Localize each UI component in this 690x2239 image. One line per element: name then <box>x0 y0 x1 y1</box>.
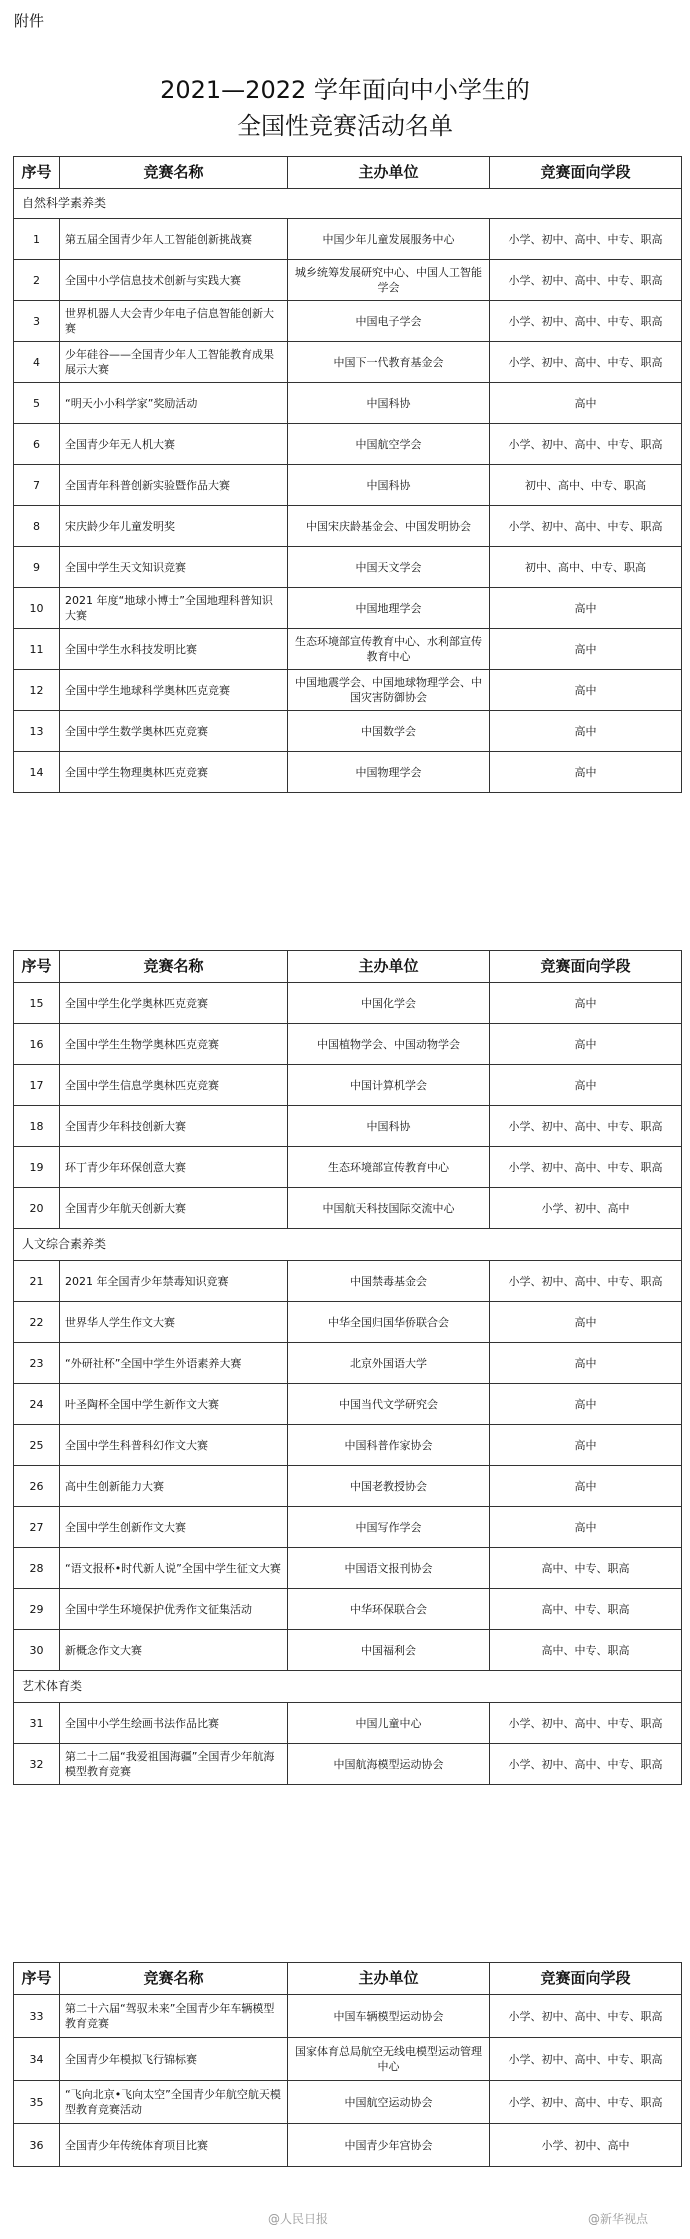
organizer-name: 中国化学会 <box>288 983 490 1024</box>
table-row <box>14 1065 682 1106</box>
row-number: 3 <box>14 301 60 342</box>
competition-name: 2021 年度“地球小博士”全国地理科普知识大赛 <box>60 588 288 629</box>
competition-name: 全国中小学生绘画书法作品比赛 <box>60 1703 288 1744</box>
school-stage: 高中 <box>490 1065 682 1106</box>
row-number: 9 <box>14 547 60 588</box>
competition-name: 第二十六届“驾驭未来”全国青少年车辆模型教育竞赛 <box>60 1995 288 2038</box>
school-stage: 小学、初中、高中、中专、职高 <box>490 301 682 342</box>
row-number: 16 <box>14 1024 60 1065</box>
organizer-name: 中国数学会 <box>288 711 490 752</box>
organizer-name: 中国福利会 <box>288 1630 490 1671</box>
row-number: 28 <box>14 1548 60 1589</box>
organizer-name: 中国车辆模型运动协会 <box>288 1995 490 2038</box>
organizer-name: 中国航空学会 <box>288 424 490 465</box>
organizer-name: 中国航天科技国际交流中心 <box>288 1188 490 1229</box>
table-row <box>14 983 682 1024</box>
competition-name: 少年硅谷——全国青少年人工智能教育成果展示大赛 <box>60 342 288 383</box>
row-number: 35 <box>14 2081 60 2124</box>
table-row <box>14 1995 682 2038</box>
table-row <box>14 219 682 260</box>
row-number: 33 <box>14 1995 60 2038</box>
organizer-name: 中国写作学会 <box>288 1507 490 1548</box>
school-stage: 小学、初中、高中、中专、职高 <box>490 424 682 465</box>
school-stage: 高中 <box>490 1302 682 1343</box>
competition-name: 全国中小学信息技术创新与实践大赛 <box>60 260 288 301</box>
organizer-name: 中国儿童中心 <box>288 1703 490 1744</box>
row-number: 34 <box>14 2038 60 2081</box>
row-number: 10 <box>14 588 60 629</box>
organizer-name: 中国地理学会 <box>288 588 490 629</box>
organizer-name: 中国少年儿童发展服务中心 <box>288 219 490 260</box>
organizer-name: 中国物理学会 <box>288 752 490 793</box>
school-stage: 高中 <box>490 752 682 793</box>
table-row <box>14 1384 682 1425</box>
school-stage: 小学、初中、高中、中专、职高 <box>490 342 682 383</box>
competition-name: 全国中学生信息学奥林匹克竞赛 <box>60 1065 288 1106</box>
header-stage: 竞赛面向学段 <box>490 1963 682 1995</box>
organizer-name: 中国电子学会 <box>288 301 490 342</box>
watermark-right: @新华视点 <box>588 2212 649 2226</box>
row-number: 26 <box>14 1466 60 1507</box>
organizer-name: 中国语文报刊协会 <box>288 1548 490 1589</box>
header-organizer: 主办单位 <box>288 157 490 189</box>
competition-name: “外研社杯”全国中学生外语素养大赛 <box>60 1343 288 1384</box>
row-number: 7 <box>14 465 60 506</box>
competition-name: 全国中学生数学奥林匹克竞赛 <box>60 711 288 752</box>
row-number: 29 <box>14 1589 60 1630</box>
school-stage: 小学、初中、高中、中专、职高 <box>490 2081 682 2124</box>
table-row <box>14 1630 682 1671</box>
competition-name: 全国中学生水科技发明比赛 <box>60 629 288 670</box>
organizer-name: 中国航海模型运动协会 <box>288 1744 490 1785</box>
organizer-name: 国家体育总局航空无线电模型运动管理中心 <box>288 2038 490 2081</box>
school-stage: 小学、初中、高中、中专、职高 <box>490 1744 682 1785</box>
organizer-name: 生态环境部宣传教育中心 <box>288 1147 490 1188</box>
table-row <box>14 1106 682 1147</box>
competition-name: 全国青少年航天创新大赛 <box>60 1188 288 1229</box>
school-stage: 小学、初中、高中 <box>490 2124 682 2167</box>
organizer-name: 中华环保联合会 <box>288 1589 490 1630</box>
school-stage: 小学、初中、高中、中专、职高 <box>490 2038 682 2081</box>
organizer-name: 中国下一代教育基金会 <box>288 342 490 383</box>
table-header-row <box>14 951 682 983</box>
table-row <box>14 1507 682 1548</box>
school-stage: 小学、初中、高中、中专、职高 <box>490 506 682 547</box>
row-number: 30 <box>14 1630 60 1671</box>
organizer-name: 中国天文学会 <box>288 547 490 588</box>
competition-name: 全国中学生环境保护优秀作文征集活动 <box>60 1589 288 1630</box>
row-number: 19 <box>14 1147 60 1188</box>
school-stage: 高中、中专、职高 <box>490 1548 682 1589</box>
header-stage: 竞赛面向学段 <box>490 951 682 983</box>
header-stage: 竞赛面向学段 <box>490 157 682 189</box>
table-row <box>14 465 682 506</box>
competition-name: 高中生创新能力大赛 <box>60 1466 288 1507</box>
category-humanities: 人文综合素养类 <box>14 1229 682 1261</box>
competition-table-part-3 <box>13 1962 682 2167</box>
table-row <box>14 424 682 465</box>
organizer-name: 中国科协 <box>288 1106 490 1147</box>
organizer-name: 中华全国归国华侨联合会 <box>288 1302 490 1343</box>
title-line-1: 2021—2022 学年面向中小学生的 <box>160 76 530 104</box>
row-number: 32 <box>14 1744 60 1785</box>
table-row <box>14 2038 682 2081</box>
table-row <box>14 588 682 629</box>
table-row <box>14 1024 682 1065</box>
organizer-name: 中国航空运动协会 <box>288 2081 490 2124</box>
school-stage: 高中、中专、职高 <box>490 1589 682 1630</box>
table-row <box>14 301 682 342</box>
row-number: 18 <box>14 1106 60 1147</box>
school-stage: 高中 <box>490 1384 682 1425</box>
header-organizer: 主办单位 <box>288 951 490 983</box>
row-number: 5 <box>14 383 60 424</box>
school-stage: 高中 <box>490 383 682 424</box>
school-stage: 小学、初中、高中、中专、职高 <box>490 260 682 301</box>
competition-name: 世界华人学生作文大赛 <box>60 1302 288 1343</box>
category-row <box>14 1229 682 1261</box>
school-stage: 初中、高中、中专、职高 <box>490 465 682 506</box>
competition-name: “语文报杯•时代新人说”全国中学生征文大赛 <box>60 1548 288 1589</box>
school-stage: 高中 <box>490 711 682 752</box>
organizer-name: 中国科普作家协会 <box>288 1425 490 1466</box>
organizer-name: 生态环境部宣传教育中心、水利部宣传教育中心 <box>288 629 490 670</box>
row-number: 15 <box>14 983 60 1024</box>
table-row <box>14 1343 682 1384</box>
competition-name: 全国青年科普创新实验暨作品大赛 <box>60 465 288 506</box>
row-number: 4 <box>14 342 60 383</box>
competition-table-part-2 <box>13 950 682 1785</box>
school-stage: 高中 <box>490 983 682 1024</box>
competition-name: 新概念作文大赛 <box>60 1630 288 1671</box>
table-row <box>14 342 682 383</box>
organizer-name: 中国科协 <box>288 383 490 424</box>
header-name: 竞赛名称 <box>60 951 288 983</box>
organizer-name: 中国计算机学会 <box>288 1065 490 1106</box>
table-row <box>14 506 682 547</box>
header-no: 序号 <box>14 1963 60 1995</box>
table-row <box>14 2124 682 2167</box>
row-number: 13 <box>14 711 60 752</box>
row-number: 31 <box>14 1703 60 1744</box>
row-number: 36 <box>14 2124 60 2167</box>
school-stage: 高中 <box>490 1507 682 1548</box>
category-arts-sports: 艺术体育类 <box>14 1671 682 1703</box>
row-number: 24 <box>14 1384 60 1425</box>
row-number: 1 <box>14 219 60 260</box>
competition-name: 宋庆龄少年儿童发明奖 <box>60 506 288 547</box>
table-row <box>14 1589 682 1630</box>
header-no: 序号 <box>14 157 60 189</box>
row-number: 14 <box>14 752 60 793</box>
school-stage: 高中 <box>490 1343 682 1384</box>
competition-name: 全国青少年传统体育项目比赛 <box>60 2124 288 2167</box>
competition-name: 全国青少年模拟飞行锦标赛 <box>60 2038 288 2081</box>
row-number: 8 <box>14 506 60 547</box>
organizer-name: 中国植物学会、中国动物学会 <box>288 1024 490 1065</box>
row-number: 22 <box>14 1302 60 1343</box>
title-line-2: 全国性竞赛活动名单 <box>237 112 453 140</box>
organizer-name: 中国当代文学研究会 <box>288 1384 490 1425</box>
row-number: 6 <box>14 424 60 465</box>
table-row <box>14 1302 682 1343</box>
header-no: 序号 <box>14 951 60 983</box>
table-row <box>14 752 682 793</box>
table-row <box>14 1188 682 1229</box>
school-stage: 小学、初中、高中、中专、职高 <box>490 1995 682 2038</box>
table-row <box>14 1466 682 1507</box>
organizer-name: 城乡统筹发展研究中心、中国人工智能学会 <box>288 260 490 301</box>
school-stage: 小学、初中、高中 <box>490 1188 682 1229</box>
competition-table-part-1 <box>13 156 682 793</box>
school-stage: 高中 <box>490 1466 682 1507</box>
school-stage: 高中 <box>490 1425 682 1466</box>
school-stage: 初中、高中、中专、职高 <box>490 547 682 588</box>
competition-name: 环丁青少年环保创意大赛 <box>60 1147 288 1188</box>
school-stage: 高中 <box>490 1024 682 1065</box>
category-science: 自然科学素养类 <box>14 189 682 219</box>
competition-name: 全国中学生化学奥林匹克竞赛 <box>60 983 288 1024</box>
competition-name: 世界机器人大会青少年电子信息智能创新大赛 <box>60 301 288 342</box>
school-stage: 小学、初中、高中、中专、职高 <box>490 1147 682 1188</box>
competition-name: 第五届全国青少年人工智能创新挑战赛 <box>60 219 288 260</box>
table-row <box>14 383 682 424</box>
organizer-name: 北京外国语大学 <box>288 1343 490 1384</box>
table-row <box>14 1744 682 1785</box>
organizer-name: 中国禁毒基金会 <box>288 1261 490 1302</box>
row-number: 20 <box>14 1188 60 1229</box>
organizer-name: 中国宋庆龄基金会、中国发明协会 <box>288 506 490 547</box>
table-header-row <box>14 1963 682 1995</box>
competition-name: 全国中学生生物学奥林匹克竞赛 <box>60 1024 288 1065</box>
school-stage: 高中 <box>490 588 682 629</box>
school-stage: 小学、初中、高中、中专、职高 <box>490 1261 682 1302</box>
watermark-left: @人民日报 <box>268 2212 329 2226</box>
header-name: 竞赛名称 <box>60 1963 288 1995</box>
table-row <box>14 670 682 711</box>
competition-name: 叶圣陶杯全国中学生新作文大赛 <box>60 1384 288 1425</box>
table-row <box>14 1548 682 1589</box>
attachment-label: 附件 <box>14 12 45 30</box>
organizer-name: 中国地震学会、中国地球物理学会、中国灾害防御协会 <box>288 670 490 711</box>
table-row <box>14 1261 682 1302</box>
row-number: 12 <box>14 670 60 711</box>
row-number: 17 <box>14 1065 60 1106</box>
competition-name: 第二十二届“我爱祖国海疆”全国青少年航海模型教育竞赛 <box>60 1744 288 1785</box>
header-name: 竞赛名称 <box>60 157 288 189</box>
table-row <box>14 260 682 301</box>
school-stage: 高中 <box>490 629 682 670</box>
header-organizer: 主办单位 <box>288 1963 490 1995</box>
competition-name: 全国青少年无人机大赛 <box>60 424 288 465</box>
school-stage: 小学、初中、高中、中专、职高 <box>490 1703 682 1744</box>
organizer-name: 中国青少年宫协会 <box>288 2124 490 2167</box>
table-row <box>14 1703 682 1744</box>
table-header-row <box>14 157 682 189</box>
table-row <box>14 1147 682 1188</box>
organizer-name: 中国老教授协会 <box>288 1466 490 1507</box>
row-number: 23 <box>14 1343 60 1384</box>
organizer-name: 中国科协 <box>288 465 490 506</box>
category-row <box>14 1671 682 1703</box>
competition-name: 2021 年全国青少年禁毒知识竞赛 <box>60 1261 288 1302</box>
competition-name: 全国青少年科技创新大赛 <box>60 1106 288 1147</box>
school-stage: 高中、中专、职高 <box>490 1630 682 1671</box>
row-number: 2 <box>14 260 60 301</box>
competition-name: 全国中学生创新作文大赛 <box>60 1507 288 1548</box>
row-number: 25 <box>14 1425 60 1466</box>
competition-name: “明天小小科学家”奖励活动 <box>60 383 288 424</box>
competition-name: 全国中学生物理奥林匹克竞赛 <box>60 752 288 793</box>
page-title <box>0 72 690 144</box>
competition-name: 全国中学生地球科学奥林匹克竞赛 <box>60 670 288 711</box>
table-row <box>14 2081 682 2124</box>
school-stage: 小学、初中、高中、中专、职高 <box>490 219 682 260</box>
row-number: 27 <box>14 1507 60 1548</box>
school-stage: 高中 <box>490 670 682 711</box>
table-row <box>14 1425 682 1466</box>
competition-name: 全国中学生科普科幻作文大赛 <box>60 1425 288 1466</box>
table-row <box>14 629 682 670</box>
table-row <box>14 711 682 752</box>
row-number: 11 <box>14 629 60 670</box>
table-row <box>14 547 682 588</box>
category-row <box>14 189 682 219</box>
school-stage: 小学、初中、高中、中专、职高 <box>490 1106 682 1147</box>
competition-name: “飞向北京•飞向太空”全国青少年航空航天模型教育竞赛活动 <box>60 2081 288 2124</box>
row-number: 21 <box>14 1261 60 1302</box>
competition-name: 全国中学生天文知识竞赛 <box>60 547 288 588</box>
